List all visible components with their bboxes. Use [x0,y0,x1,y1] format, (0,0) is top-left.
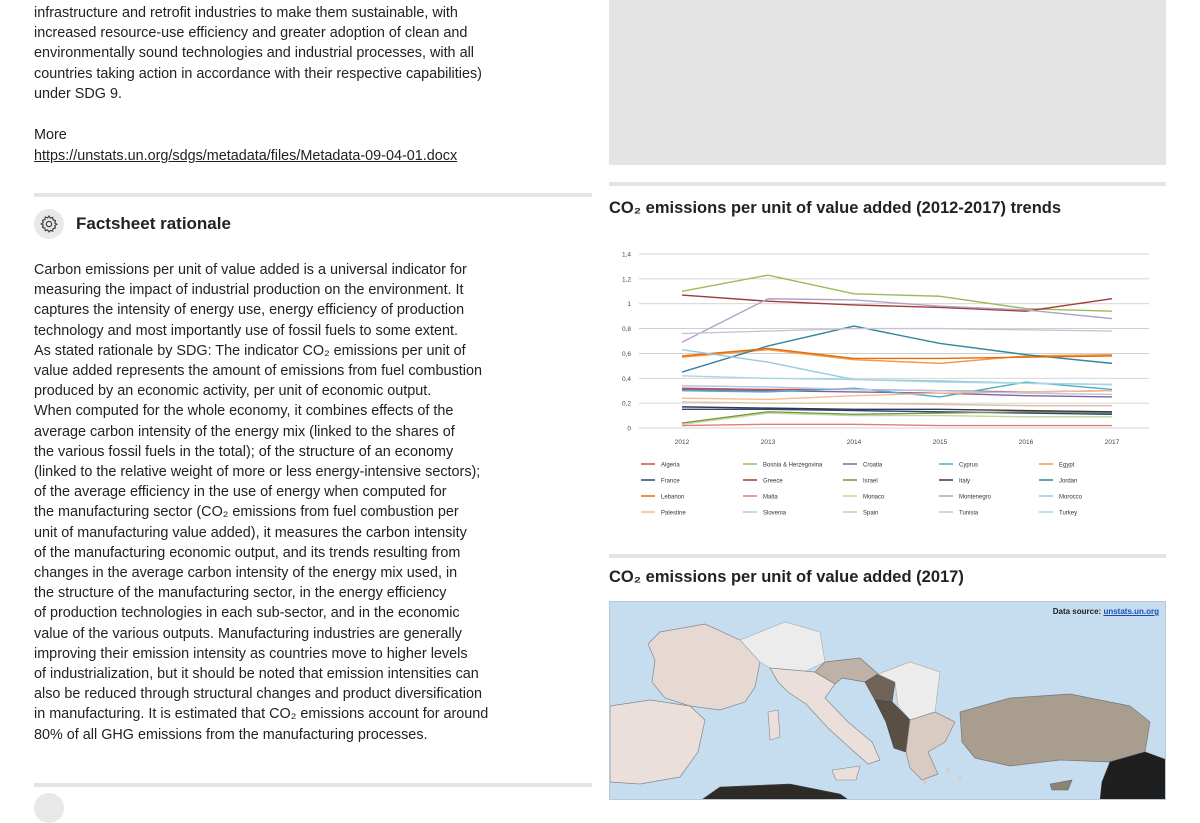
rationale-line: of the average efficiency in the use of energy when computed for [34,484,447,501]
legend-label: Jordan [1059,478,1078,485]
country-turkey [960,694,1150,766]
country-spain [610,700,705,784]
section-divider [609,554,1166,558]
rationale-line: improving their emission intensity as countries move to higher levels [34,645,468,662]
rationale-line: also be reduced through structural changes and product diversification [34,686,482,703]
y-tick-label: 0,2 [621,400,631,408]
x-tick-label: 2016 [1018,439,1034,446]
y-tick-label: 0 [627,425,631,433]
rationale-line: unit of manufacturing value added), it measures the carbon intensity [34,524,467,541]
trend-chart [609,242,1166,524]
metadata-link[interactable]: https://unstats.un.org/sdgs/metadata/files/Metadata-09-04-01.docx [34,148,458,164]
legend-label: Morocco [1059,494,1083,501]
country-north-africa [700,784,850,800]
x-tick-label: 2015 [932,439,948,446]
legend-label: Slovenia [763,510,787,517]
rationale-line: value of the various outputs. Manufacturing industries are generally [34,625,462,642]
rationale-line: of the manufacturing economic output, and its trends resulting from [34,544,461,561]
legend-label: Tunisia [959,510,979,517]
x-tick-label: 2014 [846,439,862,446]
next-section-header [34,793,76,823]
intro-line: infrastructure and retrofit industries to make them sustainable, with [34,5,458,21]
legend-label: Italy [959,478,971,485]
more-label: More [34,127,67,143]
legend-label: Cyprus [959,462,979,469]
y-tick-label: 1,2 [621,276,631,284]
map-source-link[interactable]: unstats.un.org [1103,607,1159,616]
rationale-line: 80% of all GHG emissions from the manufacturing processes. [34,726,428,743]
country-france [648,624,760,710]
legend-label: Malta [763,494,778,501]
factsheet-header [34,209,231,239]
rationale-line: measuring the impact of industrial production on the environment. It [34,282,464,299]
section-divider [34,783,592,787]
rationale-line: value added represents the amount of emissions from fuel combustion [34,363,482,380]
rationale-line: average carbon intensity of the energy mix (linked to the shares of [34,423,455,440]
rationale-line: of production technologies in each sub-sector, and in the economic [34,605,460,622]
series-line-turkey [682,376,1112,385]
rationale-line: When computed for the whole economy, it combines effects of the [34,403,454,420]
rationale-line: Carbon emissions per unit of value added is a universal indicator for [34,262,467,278]
series-line-tunisia [682,329,1112,334]
legend-label: France [661,478,680,485]
mediterranean-map [610,602,1166,800]
section-icon [34,793,64,823]
y-tick-label: 1 [627,301,631,309]
rationale-line: changes in the average carbon intensity of the energy mix used, in [34,565,458,582]
legend-label: Bosnia & Herzegovina [763,462,823,469]
map-source-label: Data source: [1052,607,1102,616]
series-line-montenegro [682,299,1112,343]
country-italy [770,668,880,764]
section-divider [609,182,1166,186]
x-tick-label: 2013 [760,439,776,446]
rationale-line: captures the intensity of energy use, energy efficiency of production [34,302,465,319]
legend-label: Spain [863,510,879,517]
intro-line: countries taking action in accordance with their respective capabilities) [34,65,482,82]
series-line-spain [682,402,1112,406]
y-tick-label: 0,6 [621,350,631,358]
trend-chart-svg [609,242,1166,524]
legend-label: Israel [863,478,878,485]
factsheet-title: Factsheet rationale [76,214,231,233]
x-tick-label: 2012 [674,439,690,446]
map-title: CO₂ emissions per unit of value added (2017) [609,568,964,586]
emissions-map[interactable] [609,601,1166,800]
series-line-malta [682,424,1112,425]
rationale-line: in manufacturing. It is estimated that CO₂ emissions account for around [34,706,489,723]
trend-chart-title: CO₂ emissions per unit of value added (2012-2017) trends [609,199,1062,217]
x-tick-label: 2017 [1104,439,1120,446]
intro-line: increased resource-use efficiency and greater adoption of clean and [34,25,468,42]
rationale-line: the manufacturing sector (CO₂ emissions from fuel combustion per [34,504,459,521]
section-divider [34,193,592,197]
gear-icon [34,209,64,239]
y-tick-label: 0,4 [621,375,631,383]
y-tick-label: 1,4 [621,251,631,259]
legend-label: Turkey [1059,510,1078,517]
rationale-line: produced by an economic activity, per unit of economic output. [34,383,432,400]
legend-label: Lebanon [661,494,685,501]
intro-line: environmentally sound technologies and industrial processes, with all [34,45,474,62]
map-data-source [1053,607,1159,616]
series-line-jordan [682,326,1112,372]
rationale-line: of industrialization, but it should be noted that emission intensities can [34,666,479,683]
rationale-line: the various fossil fuels in the total); of the structure of an economy [34,443,454,460]
legend-label: Palestine [661,510,686,517]
legend-label: Greece [763,478,783,485]
factsheet-rationale-text [34,260,592,745]
legend-label: Egypt [1059,462,1075,469]
y-tick-label: 0,8 [621,326,631,334]
rationale-line: (linked to the relative weight of more or less energy-intensive sectors); [34,464,481,481]
rationale-line: the structure of the manufacturing sector, in the energy efficiency [34,585,447,602]
legend-label: Algeria [661,462,680,469]
legend-label: Montenegro [959,494,992,501]
rationale-line: As stated rationale by SDG: The indicator CO₂ emissions per unit of [34,342,466,359]
legend-label: Croatia [863,462,883,469]
intro-paragraph [34,3,592,104]
intro-line: under SDG 9. [34,85,122,102]
image-placeholder [609,0,1166,165]
legend-label: Monaco [863,494,885,501]
rationale-line: technology and most importantly use of fossil fuels to some extent. [34,322,458,339]
